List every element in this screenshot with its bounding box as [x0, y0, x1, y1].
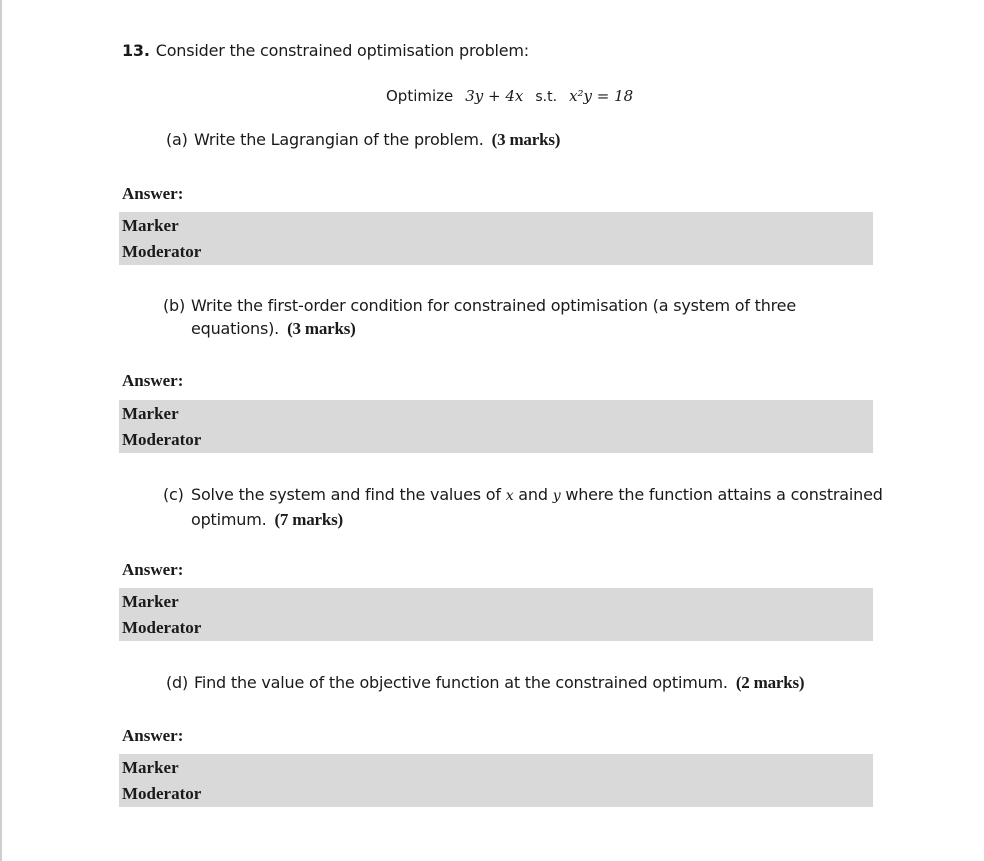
moderator-label-a: Moderator — [122, 242, 202, 261]
part-b-text-line2: equations). — [191, 319, 280, 338]
part-a-text: Write the Lagrangian of the problem. — [194, 130, 484, 149]
part-c-text-b: and — [518, 485, 548, 504]
marker-label-b: Marker — [122, 404, 179, 423]
part-b-marks: (3 marks) — [287, 319, 356, 338]
marker-label-d: Marker — [122, 758, 179, 777]
part-b-tag: (b) — [163, 296, 186, 315]
formula-constraint: x²y = 18 — [569, 87, 634, 105]
part-a-tag: (a) — [166, 130, 188, 149]
moderator-label-b: Moderator — [122, 430, 202, 449]
question-number: 13. — [122, 41, 150, 60]
part-c-tag: (c) — [163, 485, 184, 504]
problem-formula — [386, 87, 645, 105]
question-heading — [122, 41, 529, 60]
part-d-tag: (d) — [166, 673, 189, 692]
marker-label-a: Marker — [122, 216, 179, 235]
question-text: Consider the constrained optimisation problem: — [155, 41, 529, 60]
answer-label-d: Answer: — [122, 726, 184, 745]
answer-box-b — [119, 400, 873, 453]
answer-box-c — [119, 588, 873, 641]
formula-label: Optimize — [386, 87, 454, 105]
moderator-label-c: Moderator — [122, 618, 202, 637]
moderator-label-d: Moderator — [122, 784, 202, 803]
part-d — [166, 671, 804, 694]
part-b — [163, 294, 796, 340]
part-c-text-c: where the function attains a constrained — [565, 485, 883, 504]
part-c-text-a: Solve the system and find the values of — [191, 485, 501, 504]
formula-such-that: s.t. — [535, 89, 558, 105]
part-c — [163, 483, 883, 531]
part-a — [166, 128, 560, 151]
answer-label-a: Answer: — [122, 184, 184, 203]
marker-label-c: Marker — [122, 592, 179, 611]
part-d-marks: (2 marks) — [735, 673, 805, 692]
part-b-text-line1: Write the first-order condition for constrained optimisation (a system of three — [191, 296, 796, 315]
part-a-marks: (3 marks) — [491, 130, 561, 149]
answer-box-a — [119, 212, 873, 265]
page-left-border — [0, 0, 2, 861]
part-c-var-y: y — [552, 488, 561, 504]
part-c-var-x: x — [505, 488, 514, 504]
part-c-marks: (7 marks) — [274, 510, 344, 529]
formula-objective: 3y + 4x — [465, 87, 524, 105]
answer-label-b: Answer: — [122, 371, 184, 390]
answer-label-c: Answer: — [122, 560, 184, 579]
part-c-text-line2: optimum. — [191, 510, 267, 529]
answer-box-d — [119, 754, 873, 807]
part-d-text: Find the value of the objective function at the constrained optimum. — [194, 673, 728, 692]
